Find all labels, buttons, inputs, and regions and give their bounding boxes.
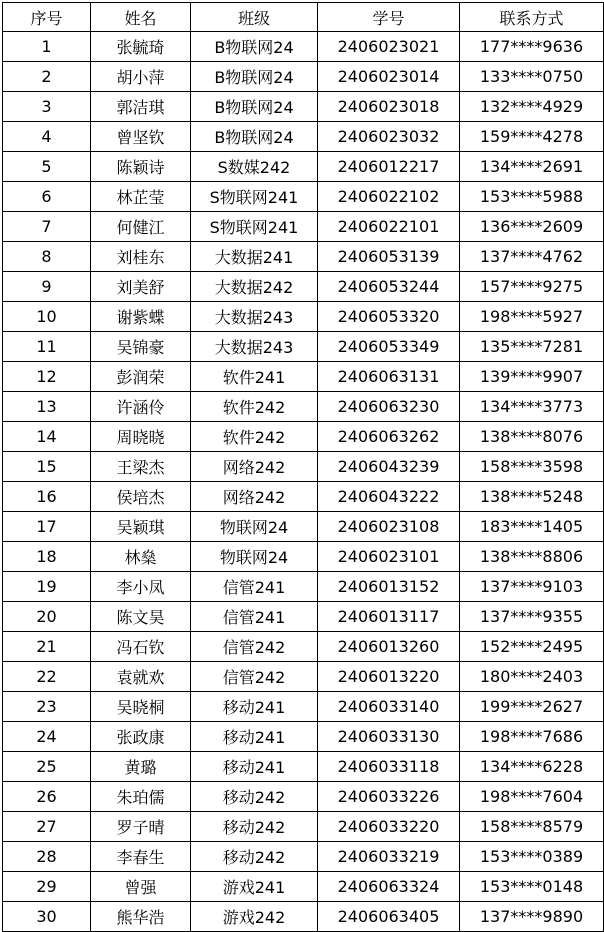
cell-class: 移动242 [191,782,318,812]
cell-name: 熊华浩 [91,902,191,932]
cell-class: 移动242 [191,842,318,872]
table-row [3,32,604,62]
cell-name: 曾强 [91,872,191,902]
table-row [3,842,604,872]
cell-student-id: 2406023032 [318,122,460,152]
cell-contact: 137****9890 [460,902,604,932]
table-row [3,272,604,302]
cell-class: 大数据241 [191,242,318,272]
cell-contact: 198****5927 [460,302,604,332]
cell-index: 25 [3,752,91,782]
cell-index: 10 [3,302,91,332]
table-row [3,452,604,482]
cell-name: 冯石钦 [91,632,191,662]
table-row [3,152,604,182]
cell-student-id: 2406023014 [318,62,460,92]
cell-contact: 137****9103 [460,572,604,602]
header-class: 班级 [191,3,318,32]
table-row [3,212,604,242]
cell-class: 移动241 [191,692,318,722]
cell-class: 移动241 [191,752,318,782]
header-contact: 联系方式 [460,3,604,32]
cell-class: 移动241 [191,722,318,752]
table-row [3,332,604,362]
cell-class: 网络242 [191,482,318,512]
table-row [3,542,604,572]
cell-index: 27 [3,812,91,842]
cell-name: 刘美舒 [91,272,191,302]
cell-name: 谢紫蝶 [91,302,191,332]
cell-index: 3 [3,92,91,122]
cell-class: 软件242 [191,422,318,452]
cell-name: 吴晓桐 [91,692,191,722]
cell-name: 李春生 [91,842,191,872]
cell-student-id: 2406012217 [318,152,460,182]
cell-name: 何健江 [91,212,191,242]
cell-student-id: 2406033118 [318,752,460,782]
cell-name: 张政康 [91,722,191,752]
cell-index: 23 [3,692,91,722]
cell-student-id: 2406022102 [318,182,460,212]
table-row [3,62,604,92]
cell-name: 周晓晓 [91,422,191,452]
cell-index: 11 [3,332,91,362]
cell-name: 李小凤 [91,572,191,602]
cell-index: 8 [3,242,91,272]
cell-contact: 132****4929 [460,92,604,122]
cell-index: 28 [3,842,91,872]
cell-name: 郭洁琪 [91,92,191,122]
cell-class: 网络242 [191,452,318,482]
cell-index: 6 [3,182,91,212]
cell-index: 29 [3,872,91,902]
cell-contact: 180****2403 [460,662,604,692]
cell-contact: 136****2609 [460,212,604,242]
cell-student-id: 2406013152 [318,572,460,602]
table-row [3,122,604,152]
cell-class: B物联网24 [191,32,318,62]
table-row [3,482,604,512]
cell-index: 13 [3,392,91,422]
cell-contact: 138****8076 [460,422,604,452]
cell-contact: 159****4278 [460,122,604,152]
cell-student-id: 2406063131 [318,362,460,392]
cell-contact: 139****9907 [460,362,604,392]
header-row [3,3,604,32]
cell-index: 17 [3,512,91,542]
cell-contact: 137****9355 [460,602,604,632]
header-student-id: 学号 [318,3,460,32]
table-row [3,182,604,212]
cell-name: 黄璐 [91,752,191,782]
cell-student-id: 2406033130 [318,722,460,752]
cell-contact: 199****2627 [460,692,604,722]
table-row [3,632,604,662]
table-row [3,602,604,632]
cell-contact: 177****9636 [460,32,604,62]
cell-class: S数媒242 [191,152,318,182]
cell-index: 24 [3,722,91,752]
cell-class: 物联网24 [191,512,318,542]
cell-student-id: 2406043239 [318,452,460,482]
cell-student-id: 2406053349 [318,332,460,362]
cell-contact: 198****7686 [460,722,604,752]
cell-name: 朱珀儒 [91,782,191,812]
cell-contact: 134****6228 [460,752,604,782]
cell-contact: 158****8579 [460,812,604,842]
cell-index: 7 [3,212,91,242]
cell-name: 林燊 [91,542,191,572]
cell-contact: 134****2691 [460,152,604,182]
table-row [3,302,604,332]
cell-name: 胡小萍 [91,62,191,92]
cell-index: 18 [3,542,91,572]
cell-contact: 183****1405 [460,512,604,542]
cell-student-id: 2406043222 [318,482,460,512]
cell-student-id: 2406023101 [318,542,460,572]
table-row [3,812,604,842]
header-name: 姓名 [91,3,191,32]
cell-student-id: 2406022101 [318,212,460,242]
table-row [3,242,604,272]
cell-index: 12 [3,362,91,392]
cell-index: 1 [3,32,91,62]
cell-student-id: 2406033220 [318,812,460,842]
cell-index: 26 [3,782,91,812]
cell-class: 游戏242 [191,902,318,932]
cell-student-id: 2406023018 [318,92,460,122]
cell-student-id: 2406053139 [318,242,460,272]
cell-index: 4 [3,122,91,152]
cell-contact: 133****0750 [460,62,604,92]
table-row [3,392,604,422]
cell-student-id: 2406023021 [318,32,460,62]
table-row [3,512,604,542]
cell-class: 游戏241 [191,872,318,902]
cell-name: 吴锦豪 [91,332,191,362]
table-row [3,92,604,122]
cell-index: 14 [3,422,91,452]
table-row [3,722,604,752]
cell-class: 信管242 [191,632,318,662]
cell-class: 信管241 [191,602,318,632]
cell-student-id: 2406063230 [318,392,460,422]
table-row [3,662,604,692]
cell-index: 9 [3,272,91,302]
table-row [3,362,604,392]
cell-name: 陈颖诗 [91,152,191,182]
cell-class: 大数据242 [191,272,318,302]
cell-student-id: 2406053244 [318,272,460,302]
cell-name: 袁就欢 [91,662,191,692]
cell-name: 许涵伶 [91,392,191,422]
cell-student-id: 2406023108 [318,512,460,542]
cell-class: 大数据243 [191,332,318,362]
cell-student-id: 2406033219 [318,842,460,872]
cell-index: 16 [3,482,91,512]
cell-name: 张毓琦 [91,32,191,62]
cell-contact: 158****3598 [460,452,604,482]
student-contact-table [2,2,604,932]
cell-class: 软件241 [191,362,318,392]
cell-index: 19 [3,572,91,602]
cell-name: 王梁杰 [91,452,191,482]
cell-contact: 135****7281 [460,332,604,362]
cell-contact: 153****5988 [460,182,604,212]
cell-student-id: 2406013220 [318,662,460,692]
cell-student-id: 2406033226 [318,782,460,812]
table-row [3,422,604,452]
cell-class: B物联网24 [191,122,318,152]
table-row [3,902,604,932]
cell-class: 物联网24 [191,542,318,572]
cell-index: 22 [3,662,91,692]
cell-student-id: 2406053320 [318,302,460,332]
cell-index: 20 [3,602,91,632]
cell-class: B物联网24 [191,62,318,92]
cell-index: 15 [3,452,91,482]
cell-contact: 153****0148 [460,872,604,902]
cell-name: 曾坚钦 [91,122,191,152]
cell-student-id: 2406063405 [318,902,460,932]
table-row [3,572,604,602]
cell-class: 信管242 [191,662,318,692]
cell-student-id: 2406013260 [318,632,460,662]
cell-contact: 157****9275 [460,272,604,302]
cell-contact: 134****3773 [460,392,604,422]
cell-class: S物联网241 [191,212,318,242]
cell-class: B物联网24 [191,92,318,122]
cell-class: 大数据243 [191,302,318,332]
cell-class: S物联网241 [191,182,318,212]
cell-student-id: 2406063262 [318,422,460,452]
table-row [3,692,604,722]
cell-name: 罗子晴 [91,812,191,842]
cell-class: 移动242 [191,812,318,842]
table-header [3,3,604,32]
table-row [3,872,604,902]
cell-name: 彭润荣 [91,362,191,392]
cell-index: 5 [3,152,91,182]
cell-index: 2 [3,62,91,92]
cell-name: 侯培杰 [91,482,191,512]
cell-contact: 153****0389 [460,842,604,872]
cell-index: 21 [3,632,91,662]
table-body [3,32,604,932]
cell-contact: 152****2495 [460,632,604,662]
cell-student-id: 2406013117 [318,602,460,632]
cell-contact: 137****4762 [460,242,604,272]
cell-student-id: 2406033140 [318,692,460,722]
cell-name: 林芷莹 [91,182,191,212]
cell-class: 信管241 [191,572,318,602]
cell-contact: 198****7604 [460,782,604,812]
cell-name: 吴颖琪 [91,512,191,542]
cell-index: 30 [3,902,91,932]
cell-contact: 138****5248 [460,482,604,512]
table-row [3,782,604,812]
header-index: 序号 [3,3,91,32]
table-row [3,752,604,782]
cell-name: 刘桂东 [91,242,191,272]
cell-contact: 138****8806 [460,542,604,572]
cell-name: 陈文昊 [91,602,191,632]
cell-class: 软件242 [191,392,318,422]
cell-student-id: 2406063324 [318,872,460,902]
